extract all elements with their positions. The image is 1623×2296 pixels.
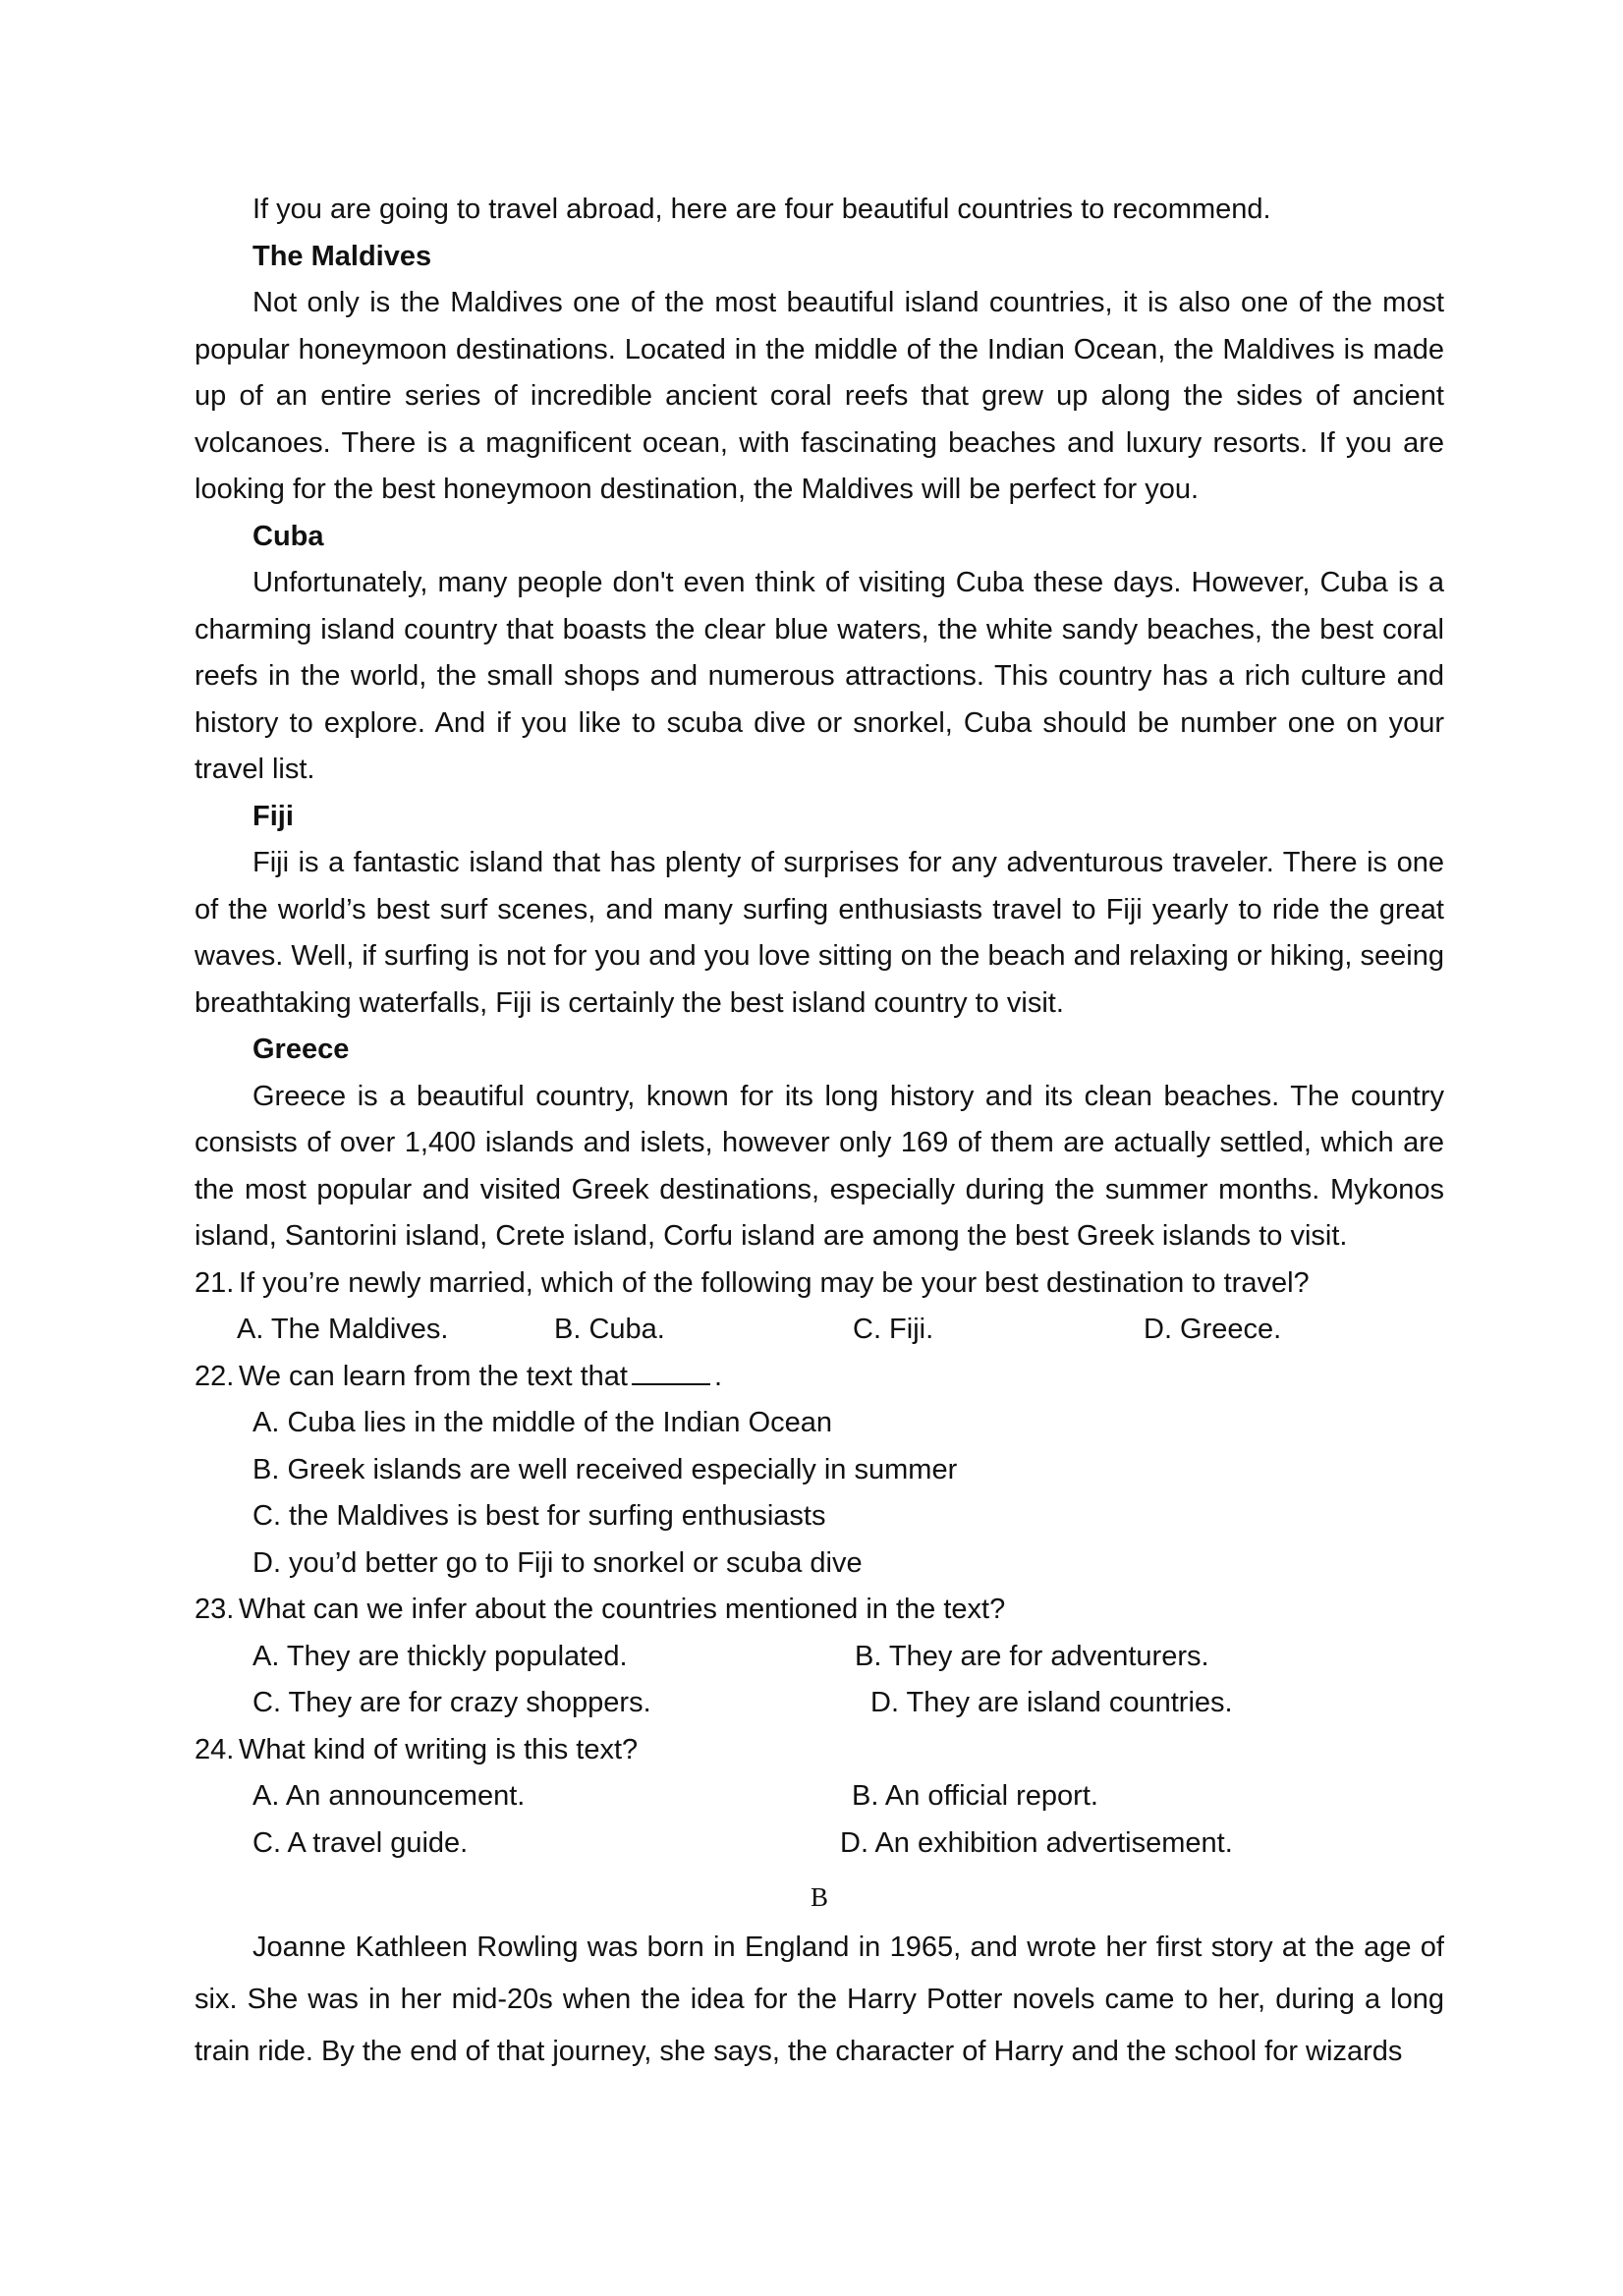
question-24 [195,1727,1444,1774]
option-b: B. Greek islands are well received especially in summer [252,1453,958,1485]
section-heading-cuba: Cuba [252,520,324,552]
question-number: 22. [195,1360,235,1392]
section-heading-greece: Greece [252,1034,350,1065]
passage-intro: If you are going to travel abroad, here are four beautiful countries to recommend. [252,194,1271,225]
option-a: A. They are thickly populated. [252,1640,628,1672]
section-letter-b: B [810,1882,828,1912]
option-a: A. The Maldives. [237,1314,449,1345]
option-a: A. An announcement. [252,1780,526,1812]
section-body-cuba: Unfortunately, many people don't even think of visiting Cuba these days. However, Cuba is a charming island country that boasts the clear blue waters, the white sandy beaches, the best coral reefs in the world, the small shops and numerous attractions. This country has a rich culture and history to explore. And if you like to scuba dive or snorkel, Cuba should be number one on your travel list. [195,567,1444,785]
question-stem: If you’re newly married, which of the following may be your best destination to travel? [239,1266,1310,1299]
section-body-greece: Greece is a beautiful country, known for its long history and its clean beaches. The country consists of over 1,400 islands and islets, however only 169 of them are actually settled, which are the most popular and visited Greek destinations, especially during the summer months. Mykonos island, Santorini island, Crete island, Corfu island are among the best Greek islands to visit. [195,1080,1444,1252]
question-number: 24. [195,1733,235,1765]
option-b: B. They are for adventurers. [855,1640,1209,1672]
question-stem: What kind of writing is this text? [239,1733,639,1765]
section-body-maldives: Not only is the Maldives one of the most beautiful island countries, it is also one of the most popular honeymoon destinations. Located in the middle of the Indian Ocean, the Maldives is made up of an entire series of incredible ancient coral reefs that grew up along the sides of ancient volcanoes. There is a magnificent ocean, with fascinating beaches and luxury resorts. If you are looking for the best honeymoon destination, the Maldives will be perfect for you. [195,287,1444,505]
question-24-options-row-2 [195,1820,1444,1868]
option-c: C. the Maldives is best for surfing enthusiasts [252,1500,826,1532]
option-d: D. An exhibition advertisement. [840,1826,1233,1859]
option-b: B. Cuba. [554,1314,665,1345]
section-heading-maldives: The Maldives [252,240,432,272]
section-body-fiji: Fiji is a fantastic island that has plenty of surprises for any adventurous traveler. There is one of the world’s best surf scenes, and many surfing enthusiasts travel to Fiji yearly to ride the great waves. Well, if surfing is not for you and you love sitting on the beach and relaxing or hiking, seeing breathtaking waterfalls, Fiji is certainly the best island country to visit. [195,847,1444,1019]
question-21-options [195,1307,1444,1354]
passage-content [195,187,1444,2078]
question-23-options-row-2 [195,1680,1444,1727]
question-23 [195,1587,1444,1634]
question-stem-end: . [714,1360,723,1392]
option-d: D. Greece. [1144,1314,1282,1345]
question-stem: What can we infer about the countries mentioned in the text? [239,1594,1006,1625]
question-21 [195,1260,1444,1308]
question-22 [195,1354,1444,1401]
option-d: D. They are island countries. [870,1687,1233,1718]
option-d: D. you’d better go to Fiji to snorkel or scuba dive [252,1546,863,1579]
question-24-options-row-1 [195,1773,1444,1820]
section-heading-fiji: Fiji [252,800,294,832]
option-c: C. Fiji. [853,1314,934,1345]
option-b: B. An official report. [852,1780,1098,1812]
option-a: A. Cuba lies in the middle of the Indian Ocean [252,1407,833,1438]
passage-b-body: Joanne Kathleen Rowling was born in England in 1965, and wrote her first story at the age of six. She was in her mid-20s when the idea for the Harry Potter novels came to her, during a long train ride. By the end of that journey, she says, the character of Harry and the school for wizards [195,1932,1444,2067]
question-23-options-row-1 [195,1634,1444,1681]
question-stem: We can learn from the text that [239,1360,628,1392]
answer-blank [632,1356,710,1385]
question-number: 23. [195,1594,235,1625]
question-number: 21. [195,1266,235,1299]
option-c: C. A travel guide. [252,1826,469,1859]
option-c: C. They are for crazy shoppers. [252,1687,651,1718]
